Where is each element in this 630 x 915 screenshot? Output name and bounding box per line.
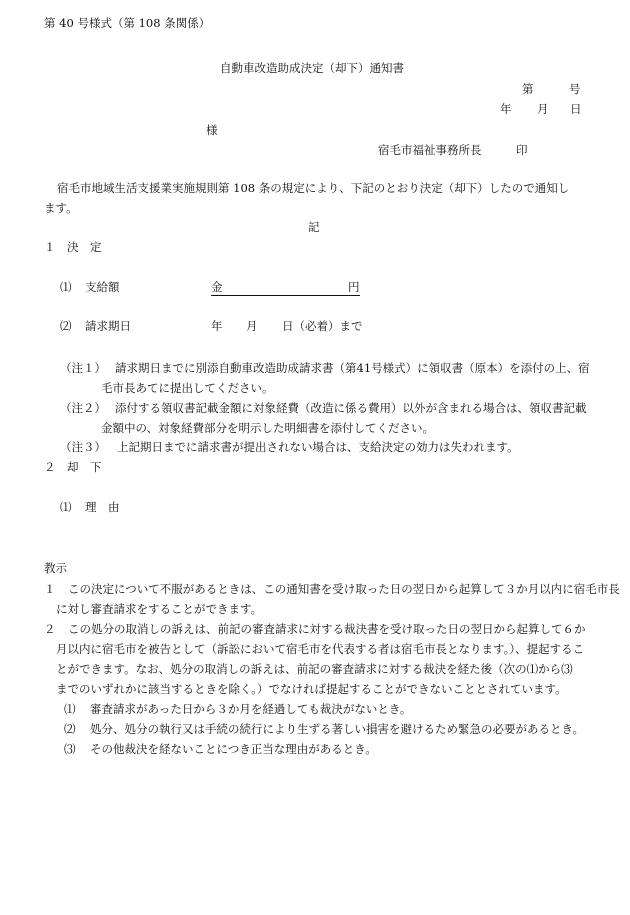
- instruction-line: までのいずれかに該当するときを除く。）でなければ提起することができないこととされています。: [56, 682, 567, 696]
- instruction-line: とができます。なお、処分の取消しの訴えは、前記の審査請求に対する裁決を経た後（次の⑴から⑶: [56, 662, 573, 676]
- amount-suffix: 円: [348, 280, 360, 294]
- instruction-heading: 教示: [44, 561, 67, 575]
- deadline-day: 日（必着）まで: [282, 319, 363, 333]
- amount-prefix: 金: [211, 280, 223, 294]
- item-number: ⑴: [60, 280, 72, 294]
- number-suffix: 号: [569, 82, 581, 96]
- intro-line: ます。: [44, 201, 78, 215]
- rejection-heading: ２ 却 下: [44, 460, 102, 474]
- note-label: （注２）: [60, 401, 106, 415]
- note-text: 請求期日までに別添自動車改造助成請求書（第41号様式）に領収書（原本）を添付の上、宿: [115, 361, 590, 375]
- instruction-number: １: [44, 582, 56, 596]
- sub-item-text: 審査請求があった日から３か月を経過しても裁決がないとき。: [90, 702, 412, 716]
- note-text: 上記期日までに請求書が提出されない場合は、支給決定の効力は失われます。: [117, 440, 519, 454]
- form-label: 第 40 号様式（第 108 条関係）: [44, 16, 211, 30]
- note-text: 毛市長あてに提出してください。: [101, 381, 274, 395]
- instruction-line: この決定について不服があるときは、この通知書を受け取った日の翌日から起算して３か月以内に宿毛市長: [68, 582, 620, 596]
- note-text: 金額中の、対象経費部分を明示した明細書を添付してください。: [101, 421, 435, 435]
- deadline-year: 年: [211, 319, 223, 333]
- sub-item-number: ⑵: [64, 722, 76, 736]
- number-prefix: 第: [522, 82, 534, 96]
- intro-line: 宿毛市地域生活支援業実施規則第 108 条の規定により、下記のとおり決定（却下）したので通知し: [57, 181, 570, 195]
- seal-mark: 印: [516, 143, 528, 157]
- item-number: ⑴: [60, 500, 72, 514]
- deadline-month: 月: [246, 319, 258, 333]
- amount-label: 支給額: [85, 280, 120, 294]
- instruction-line: 月以内に宿毛市を被告として（訴訟において宿毛市を代表する者は宿毛市長となります。）、提起するこ: [56, 642, 585, 656]
- note-text: 添付する領収書記載金額に対象経費（改造に係る費用）以外が含まれる場合は、領収書記載: [115, 401, 587, 415]
- document-title: 自動車改造助成決定（却下）通知書: [220, 61, 404, 75]
- reason-label: 理 由: [85, 500, 120, 514]
- date-month: 月: [537, 102, 549, 116]
- deadline-label: 請求期日: [85, 319, 131, 333]
- sub-item-text: その他裁決を経ないことにつき正当な理由があるとき。: [90, 742, 377, 756]
- instruction-number: ２: [44, 622, 56, 636]
- amount-field: [211, 282, 360, 296]
- sub-item-text: 処分、処分の執行又は手続の続行により生ずる著しい損害を避けるため緊急の必要があるとき。: [90, 722, 585, 736]
- note-label: （注１）: [60, 361, 106, 375]
- date-year: 年: [500, 102, 512, 116]
- sender: 宿毛市福祉事務所長: [378, 143, 482, 157]
- note-label: （注３）: [60, 440, 106, 454]
- decision-heading: １ 決 定: [44, 240, 102, 254]
- ki-label: 記: [308, 220, 320, 234]
- item-number: ⑵: [60, 319, 72, 333]
- instruction-line: この処分の取消しの訴えは、前記の審査請求に対する裁決書を受け取った日の翌日から起算して６か: [68, 622, 586, 636]
- date-day: 日: [570, 102, 582, 116]
- sub-item-number: ⑶: [64, 742, 76, 756]
- sub-item-number: ⑴: [64, 702, 76, 716]
- addressee: 様: [206, 123, 218, 137]
- instruction-line: に対し審査請求をすることができます。: [56, 602, 263, 616]
